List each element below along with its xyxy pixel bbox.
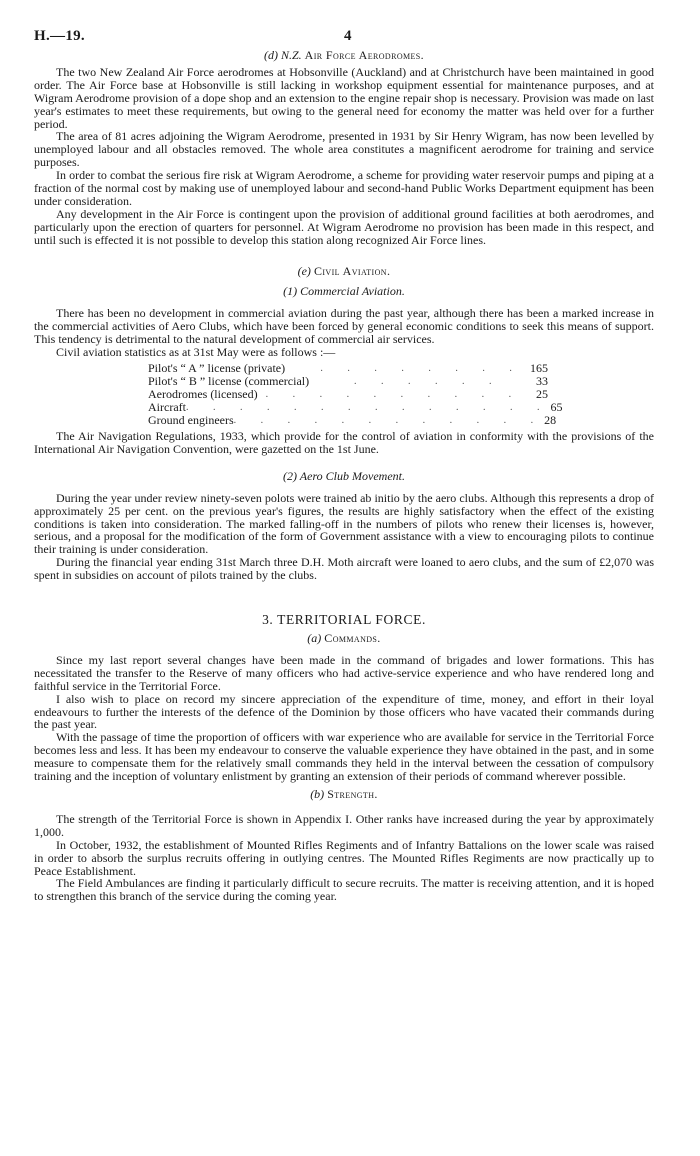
- aerodromes-heading: [34, 49, 654, 62]
- civil-aviation-heading-prefix: (e): [297, 263, 311, 278]
- aviation-statistics-table: [148, 361, 563, 428]
- page-header: [34, 30, 654, 50]
- section-aero-club: [34, 470, 654, 582]
- civil-aviation-heading-text: Civil Aviation.: [313, 263, 391, 278]
- strength-paragraph-3: The Field Ambulances are finding it particularly difficult to secure recruits. The matter is receiving attention, and it is hoped to strengthen this branch of the service during the coming year.: [34, 876, 654, 904]
- aerodromes-paragraph-2: The area of 81 acres adjoining the Wigram Aerodrome, presented in 1931 by Sir Henry Wigram, has now been levelled by unemployed labour and all obstacles removed. The whole area constitutes a magnificent aerodrome for training and service purposes.: [34, 129, 654, 170]
- section-aerodromes: [34, 49, 654, 247]
- statistic-value: 165: [530, 361, 548, 376]
- aero-club-paragraph-2: During the financial year ending 31st March three D.H. Moth aircraft were loaned to aero clubs, and the sum of £2,070 was spent in subsidies on account of pilots trained by the clubs.: [34, 555, 654, 583]
- aerodromes-paragraph-4: Any development in the Air Force is contingent upon the provision of additional ground facilities at both aerodromes, and particularly upon the erection of quarters for personnel. At Wigram Aerodrome no provision has been made in this respect, and until such is effected it is not possible to develop this station along recognized Air Force lines.: [34, 206, 654, 247]
- section-civil-aviation: [34, 265, 654, 456]
- statistic-label: Ground engineers: [148, 413, 234, 428]
- commands-paragraph-3: With the passage of time the proportion of officers with war experience who are available for service in the Territorial Force becomes less and less. It has been my endeavour to conserve the valuable experience they have obtained in the past, and in some measure to compensate them for the relatively small commands they held in the interval between the cessation of compulsory training and the inception of voluntary enlistment by granting an extension of their periods of command wherever possible.: [34, 730, 654, 784]
- aerodromes-heading-text: Air Force Aerodromes.: [304, 48, 425, 62]
- statistic-value: 65: [550, 400, 563, 415]
- statistics-row: [148, 388, 548, 401]
- aero-club-paragraph-1: During the year under review ninety-seven polots were trained ab initio by the aero clubs. Although this represents a drop of approximately 25 per cent. on the previous year's figures, the results are highly satisfactory when the effect of the existing conditions is taken into consideration. The marked falling-off in the numbers of pilots who renew their licenses is, however, serious, and a proposal for the modification of the form of Government assistance with a view to encouraging pilots to continue their training is under consideration.: [34, 490, 654, 557]
- statistic-label: Aircraft: [148, 400, 186, 415]
- civil-aviation-paragraph-1: There has been no development in commercial aviation during the past year, although there has been a marked increase in the commercial activities of Aero Clubs, which have been forced by general economic conditions to seek this means of support. This tendency is detrimental to the natural development of commercial air services.: [34, 306, 654, 347]
- commands-paragraph-2: I also wish to place on record my sincere appreciation of the expenditure of time, money, and effort in their loyal endeavours to further the interests of the defence of the Dominion by those officers who have vacated their commands during the past year.: [34, 691, 654, 732]
- commercial-aviation-subheading: (1) Commercial Aviation.: [283, 283, 405, 298]
- statistic-value: 33: [536, 374, 548, 389]
- statistic-value: 28: [544, 413, 557, 428]
- leader-dots: . . . . . . . .: [320, 363, 523, 375]
- statistic-value: 25: [536, 387, 548, 402]
- section-territorial-force: [34, 614, 654, 903]
- commands-heading: [34, 632, 654, 645]
- document-reference: H.—19.: [34, 28, 85, 44]
- strength-paragraph-2: In October, 1932, the establishment of Mounted Rifles Regiments and of Infantry Battalions on the lower scale was raised in order to absorb the surplus recruits offering in outlying centres. The Mounted Rifles Regiments are now practically up to Peace Establishment.: [34, 837, 654, 878]
- strength-paragraph-1: The strength of the Territorial Force is shown in Appendix I. Other ranks have increased during the year by approximately 1,000.: [34, 811, 654, 839]
- leader-dots: . . . . . .: [354, 376, 503, 388]
- document-page: [34, 30, 654, 903]
- leader-dots: . . . . . . . . . .: [265, 389, 523, 401]
- commands-heading-text: Commands.: [324, 631, 381, 645]
- civil-aviation-heading: [34, 265, 654, 278]
- statistic-label: Aerodromes (licensed): [148, 387, 258, 402]
- air-navigation-regulations-paragraph: The Air Navigation Regulations, 1933, which provide for the control of aviation in conformity with the provisions of the International Air Navigation Convention, were gazetted on the 1st June.: [34, 429, 654, 456]
- strength-heading-text: Strength.: [327, 786, 378, 801]
- strength-heading: [34, 788, 654, 801]
- strength-heading-prefix: (b): [310, 786, 325, 801]
- aero-club-subheading: (2) Aero Club Movement.: [283, 468, 405, 483]
- leader-dots: . . . . . . . . . . . . . .: [185, 402, 551, 414]
- leader-dots: . . . . . . . . . . . .: [233, 415, 545, 427]
- statistic-label: Pilot's “ B ” license (commercial): [148, 374, 310, 389]
- statistics-row: [148, 413, 557, 428]
- page-number: 4: [344, 28, 352, 44]
- territorial-force-title: 3. TERRITORIAL FORCE.: [262, 612, 426, 628]
- aerodromes-paragraph-3: In order to combat the serious fire risk at Wigram Aerodrome, a scheme for providing water reservoir pumps and piping at a fraction of the normal cost by making use of unemployed labour and second-hand Public Works Department equipment has been under consideration.: [34, 168, 654, 208]
- commands-paragraph-1: Since my last report several changes have been made in the command of brigades and lower formations. This has necessitated the transfer to the Reserve of many officers who had active-service experience and who have rendered long and faithful service in the Territorial Force.: [34, 652, 654, 693]
- statistic-label: Pilot's “ A ” license (private): [148, 361, 286, 376]
- aerodromes-heading-prefix: (d) N.Z.: [263, 48, 302, 62]
- aerodromes-paragraph-1: The two New Zealand Air Force aerodromes at Hobsonville (Auckland) and at Christchurch have been maintained in good order. The Air Force base at Hobsonville is still lacking in workshop equipment essential for maintenance purposes, and at Wigram Aerodrome provision of a dope shop and an extension to the engine repair shop is necessary. Provision was made on last year's estimates to meet these requirements, but owing to the general need for economy the matter was held over for a further period.: [34, 64, 654, 131]
- civil-aviation-paragraph-2: Civil aviation statistics as at 31st May were as follows :—: [56, 345, 336, 360]
- commands-heading-prefix: (a): [307, 631, 322, 645]
